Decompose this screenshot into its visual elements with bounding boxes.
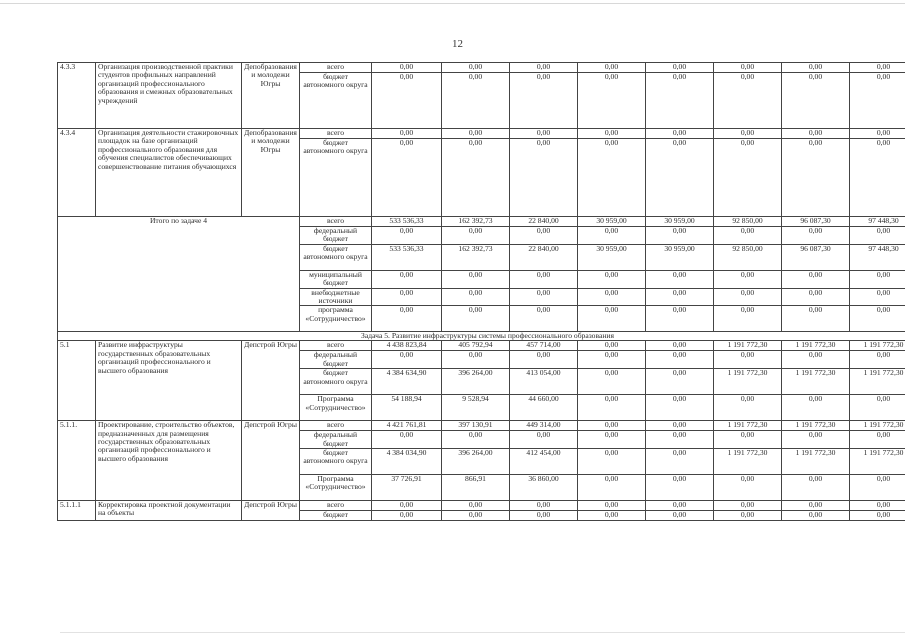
amount-cell: 0,00 [646,421,714,431]
amount-cell: 0,00 [646,475,714,501]
amount-cell: 0,00 [510,270,578,288]
amount-cell: 0,00 [578,270,646,288]
amount-cell: 0,00 [850,129,905,139]
amount-cell: 4 384 634,90 [372,369,442,395]
amount-cell: 0,00 [578,501,646,511]
amount-cell: 0,00 [510,511,578,521]
amount-cell: 0,00 [714,73,782,129]
amount-cell: 0,00 [850,139,905,217]
amount-cell: 0,00 [714,63,782,73]
amount-cell: 0,00 [714,129,782,139]
amount-cell: 0,00 [782,351,850,369]
amount-cell: 22 840,00 [510,217,578,227]
amount-cell: 0,00 [646,395,714,421]
amount-cell: 44 660,00 [510,395,578,421]
amount-cell: 0,00 [578,395,646,421]
amount-cell: 0,00 [850,431,905,449]
amount-cell: 0,00 [442,73,510,129]
item-name: Корректировка проектной документации на объекты [96,501,242,521]
item-name: Развитие инфраструктуры государственных образовательных организаций профессионального и высшего образования [96,341,242,421]
amount-cell: 0,00 [372,227,442,245]
amount-cell: 866,91 [442,475,510,501]
amount-cell: 397 130,91 [442,421,510,431]
amount-cell: 0,00 [442,63,510,73]
table-row [58,129,905,139]
executor: Депстрой Югры [242,341,300,421]
amount-cell: 1 191 772,30 [714,369,782,395]
amount-cell: 0,00 [578,421,646,431]
amount-cell: 0,00 [510,227,578,245]
amount-cell: 0,00 [442,431,510,449]
amount-cell: 0,00 [646,449,714,475]
amount-cell: 0,00 [442,129,510,139]
amount-cell: 0,00 [850,501,905,511]
amount-cell: 30 959,00 [578,217,646,227]
task-header: Задача 5. Развитие инфраструктуры системы профессионального образования [58,332,905,341]
amount-cell: 0,00 [510,431,578,449]
amount-cell: 0,00 [578,449,646,475]
amount-cell: 0,00 [850,227,905,245]
item-name: Организация производственной практики студентов профильных направлений организаций профессионального образования и смежных образовательных учреждений [96,63,242,129]
amount-cell: 0,00 [646,129,714,139]
amount-cell: 0,00 [782,501,850,511]
funding-source: всего [300,341,372,351]
amount-cell: 0,00 [578,341,646,351]
amount-cell: 405 792,94 [442,341,510,351]
item-name: Проектирование, строительство объектов, предназначенных для размещения государственных образовательных организаций профессионального и высшего образования [96,421,242,501]
amount-cell: 0,00 [782,431,850,449]
amount-cell: 0,00 [578,73,646,129]
amount-cell: 0,00 [442,227,510,245]
amount-cell: 0,00 [442,270,510,288]
amount-cell: 0,00 [850,288,905,306]
amount-cell: 0,00 [714,351,782,369]
amount-cell: 0,00 [372,511,442,521]
amount-cell: 9 528,94 [442,395,510,421]
amount-cell: 0,00 [782,139,850,217]
amount-cell: 0,00 [372,63,442,73]
executor: Депстрой Югры [242,501,300,521]
amount-cell: 0,00 [442,511,510,521]
amount-cell: 0,00 [782,475,850,501]
funding-source: всего [300,63,372,73]
amount-cell: 1 191 772,30 [850,369,905,395]
page-number: 12 [452,38,463,50]
amount-cell: 96 087,30 [782,217,850,227]
funding-source: муниципальный бюджет [300,270,372,288]
amount-cell: 0,00 [782,270,850,288]
table-row [58,341,905,351]
amount-cell: 1 191 772,30 [782,421,850,431]
amount-cell: 0,00 [646,73,714,129]
amount-cell: 0,00 [850,270,905,288]
amount-cell: 1 191 772,30 [714,341,782,351]
amount-cell: 30 959,00 [646,217,714,227]
amount-cell: 0,00 [714,227,782,245]
amount-cell: 0,00 [714,395,782,421]
amount-cell: 37 726,91 [372,475,442,501]
amount-cell: 1 191 772,30 [782,341,850,351]
amount-cell: 396 264,00 [442,369,510,395]
funding-source: бюджет автономного округа [300,369,372,395]
amount-cell: 162 392,73 [442,244,510,270]
amount-cell: 22 840,00 [510,244,578,270]
task-header-row [58,332,905,341]
funding-source: Программа «Сотрудничество» [300,395,372,421]
bottom-scan-line [60,632,905,633]
amount-cell: 0,00 [714,501,782,511]
funding-source: бюджет [300,511,372,521]
amount-cell: 0,00 [646,501,714,511]
amount-cell: 0,00 [442,501,510,511]
amount-cell: 0,00 [372,431,442,449]
amount-cell: 0,00 [782,395,850,421]
amount-cell: 1 191 772,30 [850,421,905,431]
amount-cell: 0,00 [646,351,714,369]
amount-cell: 97 448,30 [850,244,905,270]
executor: Депобразования и молодежи Югры [242,129,300,217]
executor: Депобразования и молодежи Югры [242,63,300,129]
amount-cell: 0,00 [646,341,714,351]
amount-cell: 30 959,00 [578,244,646,270]
amount-cell: 92 850,00 [714,217,782,227]
amount-cell: 0,00 [578,369,646,395]
funding-source: бюджет автономного округа [300,244,372,270]
amount-cell: 1 191 772,30 [782,449,850,475]
amount-cell: 0,00 [782,73,850,129]
amount-cell: 54 188,94 [372,395,442,421]
amount-cell: 30 959,00 [646,244,714,270]
item-code: 4.3.3 [58,63,96,129]
amount-cell: 0,00 [510,63,578,73]
amount-cell: 0,00 [442,139,510,217]
amount-cell: 0,00 [578,511,646,521]
budget-table [57,62,905,521]
table-row [58,421,905,431]
amount-cell: 4 384 034,90 [372,449,442,475]
amount-cell: 533 536,33 [372,244,442,270]
amount-cell: 396 264,00 [442,449,510,475]
amount-cell: 0,00 [782,63,850,73]
funding-source: внебюджетные источники [300,288,372,306]
amount-cell: 0,00 [578,63,646,73]
amount-cell: 0,00 [714,270,782,288]
amount-cell: 0,00 [782,227,850,245]
amount-cell: 0,00 [850,73,905,129]
amount-cell: 0,00 [372,288,442,306]
total-label: Итого по задаче 4 [58,217,300,332]
amount-cell: 1 191 772,30 [714,449,782,475]
amount-cell: 0,00 [714,511,782,521]
amount-cell: 1 191 772,30 [850,449,905,475]
funding-source: бюджет автономного округа [300,139,372,217]
amount-cell: 449 314,00 [510,421,578,431]
amount-cell: 0,00 [510,351,578,369]
amount-cell: 0,00 [372,139,442,217]
amount-cell: 0,00 [372,73,442,129]
amount-cell: 0,00 [372,129,442,139]
amount-cell: 412 454,00 [510,449,578,475]
item-code: 5.1.1.1 [58,501,96,521]
item-code: 5.1.1. [58,421,96,501]
amount-cell: 0,00 [646,288,714,306]
amount-cell: 0,00 [850,511,905,521]
amount-cell: 162 392,73 [442,217,510,227]
table-row [58,217,905,227]
item-name: Организация деятельности стажировочных площадок на базе организаций профессионального образования для обучения специалистов обеспечивающих совершенствование питания обучающихся [96,129,242,217]
amount-cell: 0,00 [714,288,782,306]
amount-cell: 0,00 [782,511,850,521]
amount-cell: 0,00 [646,139,714,217]
amount-cell: 0,00 [714,139,782,217]
item-code: 5.1 [58,341,96,421]
amount-cell: 413 054,00 [510,369,578,395]
amount-cell: 0,00 [442,351,510,369]
amount-cell: 0,00 [510,73,578,129]
funding-source: федеральный бюджет [300,431,372,449]
amount-cell: 4 438 823,84 [372,341,442,351]
amount-cell: 0,00 [578,129,646,139]
amount-cell: 0,00 [782,288,850,306]
funding-source: бюджет автономного округа [300,449,372,475]
amount-cell: 96 087,30 [782,244,850,270]
amount-cell: 0,00 [578,431,646,449]
amount-cell: 0,00 [510,139,578,217]
amount-cell: 1 191 772,30 [714,421,782,431]
funding-source: всего [300,129,372,139]
amount-cell: 0,00 [782,306,850,332]
amount-cell: 36 860,00 [510,475,578,501]
amount-cell: 92 850,00 [714,244,782,270]
funding-source: Программа «Сотрудничество» [300,475,372,501]
amount-cell: 0,00 [372,501,442,511]
amount-cell: 1 191 772,30 [850,341,905,351]
funding-source: федеральный бюджет [300,351,372,369]
funding-source: федеральный бюджет [300,227,372,245]
table-row [58,501,905,511]
amount-cell: 0,00 [646,306,714,332]
amount-cell: 0,00 [442,288,510,306]
amount-cell: 0,00 [646,431,714,449]
funding-source: бюджет автономного округа [300,73,372,129]
amount-cell: 0,00 [850,395,905,421]
amount-cell: 0,00 [578,227,646,245]
table-row [58,63,905,73]
amount-cell: 533 536,33 [372,217,442,227]
amount-cell: 0,00 [372,306,442,332]
table-body [58,63,905,521]
top-scan-line [0,3,905,4]
amount-cell: 0,00 [850,351,905,369]
amount-cell: 1 191 772,30 [782,369,850,395]
amount-cell: 4 421 761,81 [372,421,442,431]
amount-cell: 0,00 [646,270,714,288]
amount-cell: 0,00 [578,351,646,369]
amount-cell: 0,00 [646,63,714,73]
item-code: 4.3.4 [58,129,96,217]
amount-cell: 0,00 [850,306,905,332]
amount-cell: 0,00 [372,351,442,369]
funding-source: программа «Сотрудничество» [300,306,372,332]
amount-cell: 0,00 [372,270,442,288]
funding-source: всего [300,217,372,227]
amount-cell: 0,00 [510,129,578,139]
amount-cell: 0,00 [510,288,578,306]
amount-cell: 0,00 [578,475,646,501]
amount-cell: 0,00 [714,475,782,501]
amount-cell: 0,00 [578,139,646,217]
funding-source: всего [300,501,372,511]
amount-cell: 0,00 [714,431,782,449]
amount-cell: 0,00 [850,475,905,501]
amount-cell: 0,00 [442,306,510,332]
amount-cell: 0,00 [646,369,714,395]
amount-cell: 0,00 [578,306,646,332]
amount-cell: 0,00 [646,511,714,521]
amount-cell: 0,00 [510,501,578,511]
amount-cell: 0,00 [714,306,782,332]
amount-cell: 457 714,00 [510,341,578,351]
amount-cell: 0,00 [782,129,850,139]
amount-cell: 0,00 [850,63,905,73]
amount-cell: 0,00 [510,306,578,332]
amount-cell: 0,00 [646,227,714,245]
amount-cell: 97 448,30 [850,217,905,227]
funding-source: всего [300,421,372,431]
executor: Депстрой Югры [242,421,300,501]
amount-cell: 0,00 [578,288,646,306]
